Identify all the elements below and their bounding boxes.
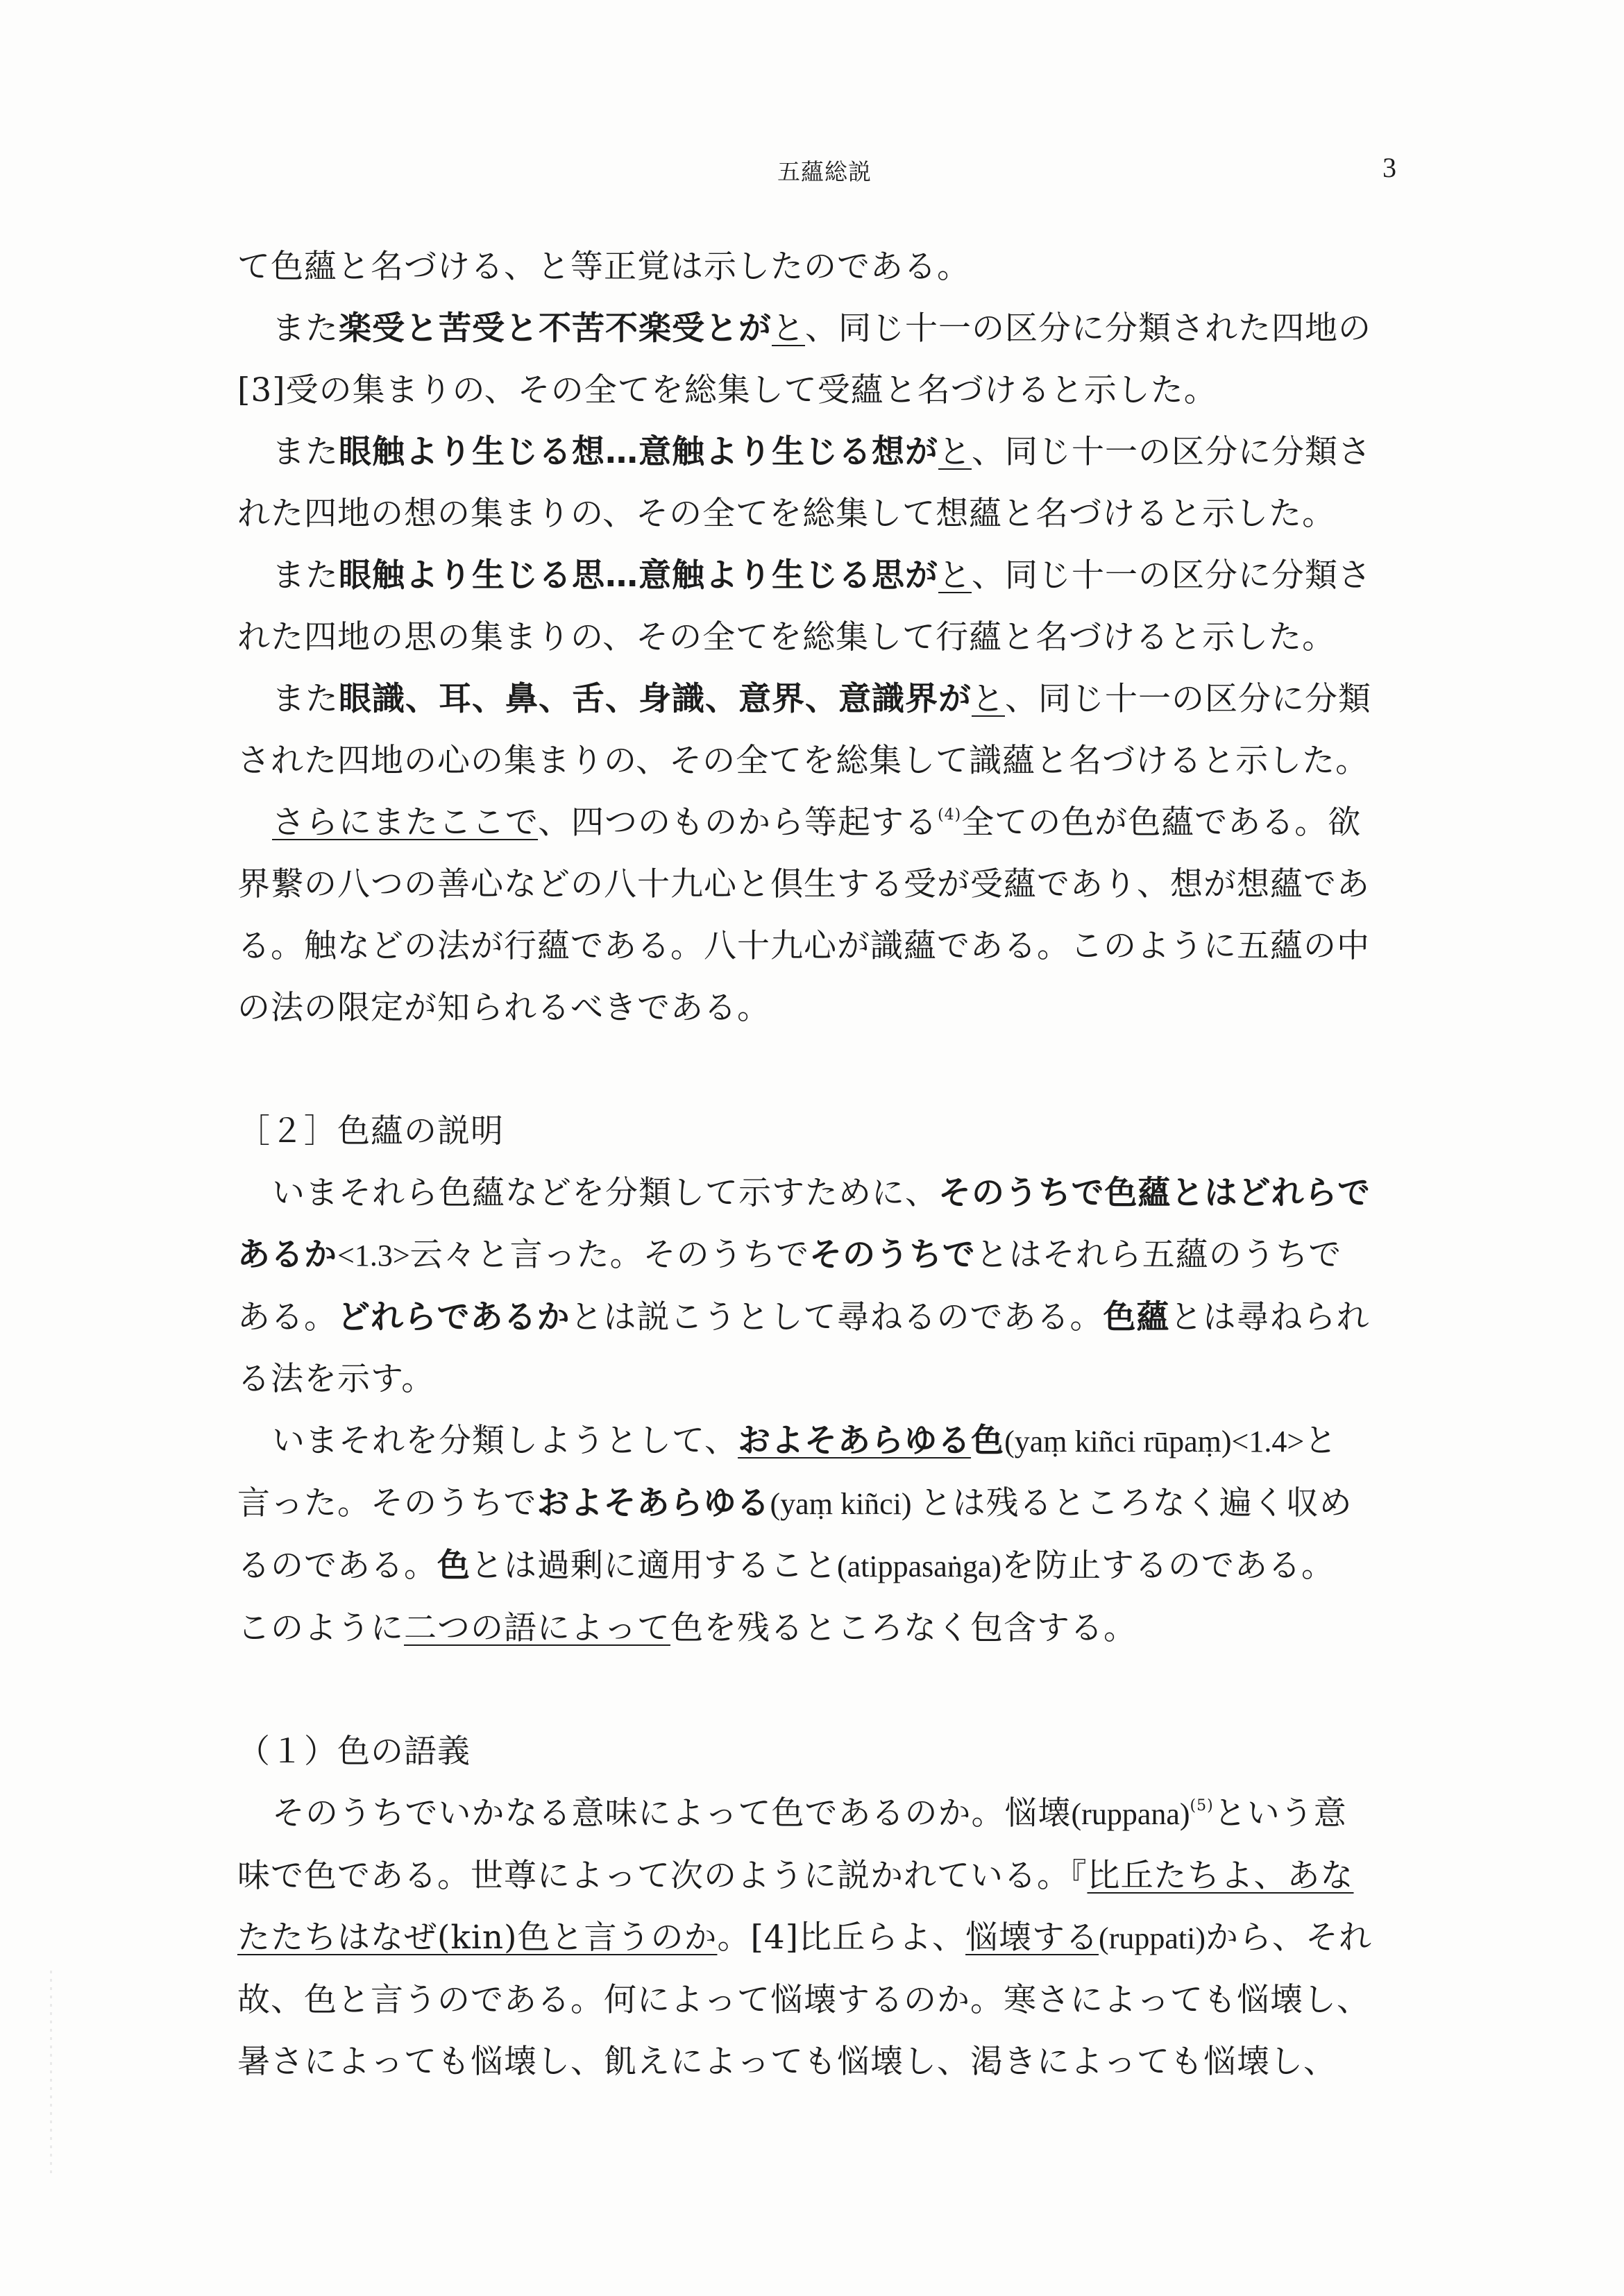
page-number: 3 bbox=[1382, 152, 1396, 183]
text-line: るのである。色とは過剰に適用すること(atippasaṅga)を防止するのである。 bbox=[237, 1547, 1335, 1585]
text-line: れた四地の想の集まりの、その全てを総集して想蘊と名づけると示した。 bbox=[237, 495, 1336, 533]
scan-artifact bbox=[50, 1971, 52, 2179]
body-text bbox=[237, 236, 1417, 2093]
text-line: [3]受の集まりの、その全てを総集して受蘊と名づけると示した。 bbox=[237, 371, 1217, 409]
text-line: 暑さによっても悩壊し、飢えによっても悩壊し、渇きによっても悩壊し、 bbox=[237, 2043, 1337, 2081]
section-heading: ［２］色蘊の説明 bbox=[237, 1112, 504, 1150]
text-line: て色蘊と名づける、と等正覚は示したのである。 bbox=[237, 248, 970, 286]
text-line: いまそれら色蘊などを分類して示すために、そのうちで色蘊とはどれらで bbox=[272, 1174, 1371, 1212]
text-line: さらにまたここで、四つのものから等起する$^{(4)}$全ての色が色蘊である。欲 bbox=[272, 803, 1362, 842]
text-line: 故、色と言うのである。何によって悩壊するのか。寒さによっても悩壊し、 bbox=[237, 1981, 1370, 2019]
text-line: また眼触より生じる想…意触より生じる想がと、同じ十一の区分に分類さ bbox=[272, 433, 1371, 471]
text-line: そのうちでいかなる意味によって色であるのか。悩壊(ruppana)$^{(5)}$という意 bbox=[272, 1794, 1347, 1832]
text-line: 味で色である。世尊によって次のように説かれている。『比丘たちよ、あな bbox=[237, 1857, 1354, 1895]
text-line: このように二つの語によって色を残るところなく包含する。 bbox=[237, 1609, 1137, 1647]
text-line: 界繋の八つの善心などの八十九心と倶生する受が受蘊であり、想が想蘊であ bbox=[237, 865, 1370, 903]
footnote-ref: (4) bbox=[938, 806, 962, 824]
text-line: 言った。そのうちでおよそあらゆる(yaṃ kiñci) とは残るところなく遍く収め bbox=[237, 1484, 1353, 1522]
footnote-ref: (5) bbox=[1190, 1797, 1214, 1814]
text-line: また眼識、耳、鼻、舌、身識、意界、意識界がと、同じ十一の区分に分類 bbox=[272, 680, 1371, 718]
text-line: ある。どれらであるかとは説こうとして尋ねるのである。色蘊とは尋ねられ bbox=[237, 1298, 1370, 1336]
text-line: また楽受と苦受と不苦不楽受とがと、同じ十一の区分に分類された四地の bbox=[272, 309, 1371, 348]
text-line: いまそれを分類しようとして、およそあらゆる色(yaṃ kiñci rūpaṃ)<1.4>と bbox=[272, 1422, 1338, 1460]
text-line: る。触などの法が行蘊である。八十九心が識蘊である。このように五蘊の中 bbox=[237, 927, 1370, 965]
text-line: また眼触より生じる思…意触より生じる思がと、同じ十一の区分に分類さ bbox=[272, 556, 1371, 595]
text-line: たたちはなぜ(kin)色と言うのか。[4]比丘らよ、悩壊する(ruppati)から、それ bbox=[237, 1919, 1372, 1957]
text-line: れた四地の思の集まりの、その全てを総集して行蘊と名づけると示した。 bbox=[237, 618, 1336, 656]
running-header-title: 五蘊総説 bbox=[777, 158, 872, 185]
subsection-heading: （１）色の語義 bbox=[237, 1733, 471, 1771]
text-line: る法を示す。 bbox=[237, 1360, 435, 1398]
text-line: の法の限定が知られるべきである。 bbox=[237, 989, 770, 1027]
text-line: あるか<1.3>云々と言った。そのうちでそのうちでとはそれら五蘊のうちで bbox=[237, 1236, 1342, 1274]
text-line: された四地の心の集まりの、その全てを総集して識蘊と名づけると示した。 bbox=[237, 742, 1369, 780]
